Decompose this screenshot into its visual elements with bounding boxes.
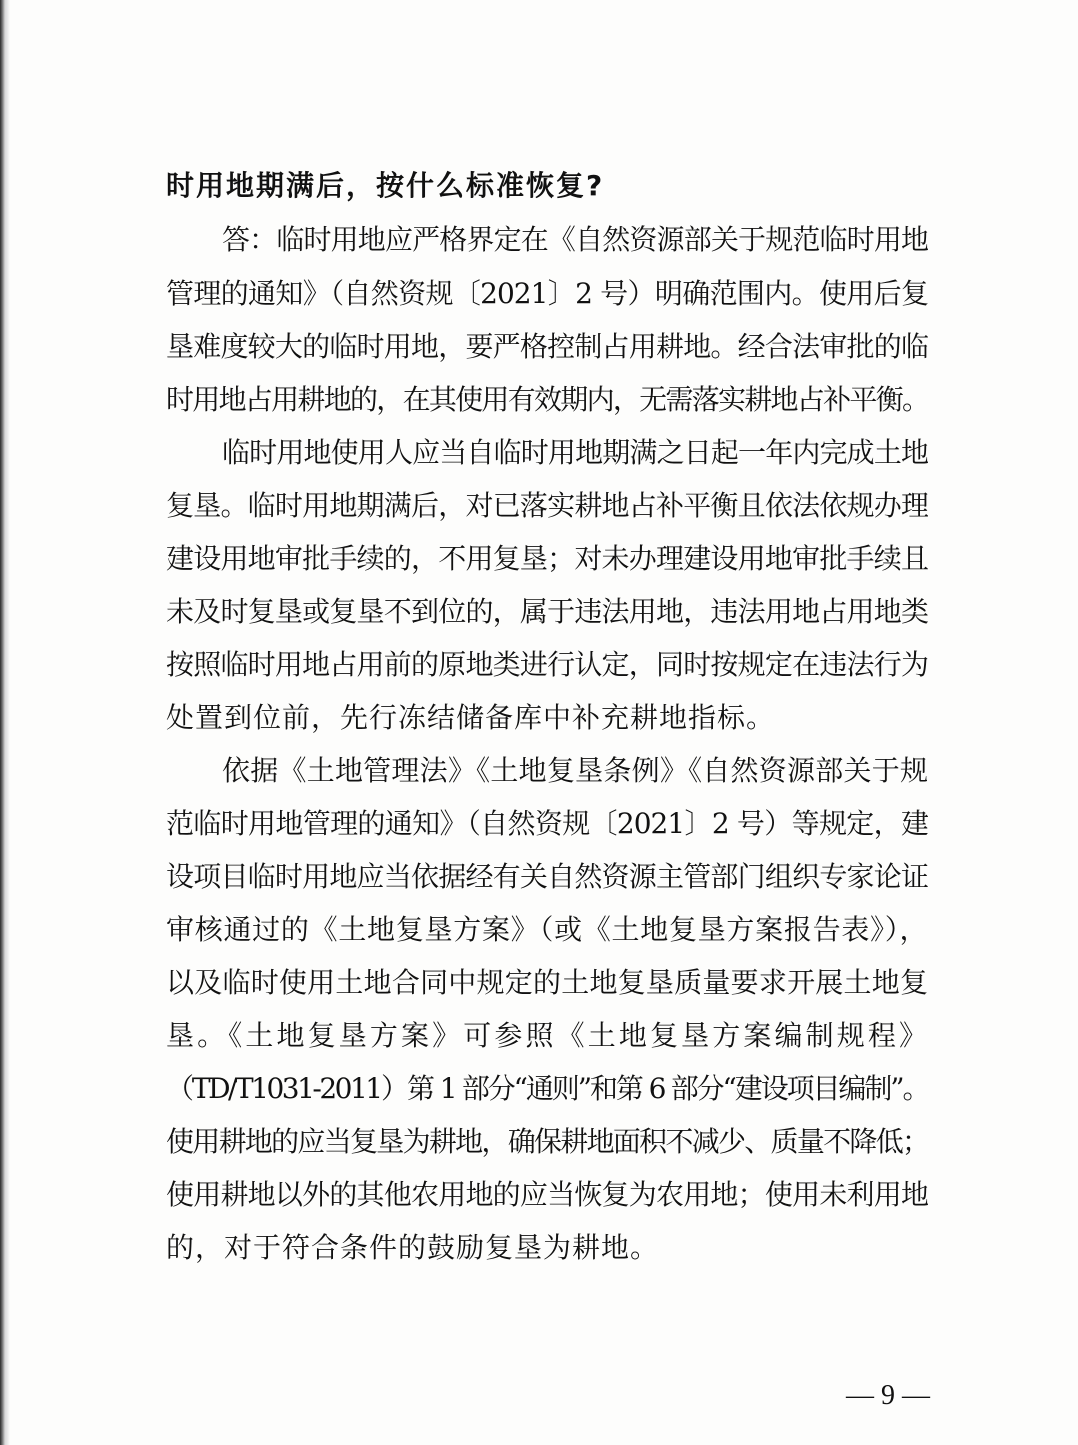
- paragraph-2-line-3: 建设用地审批手续的，不用复垦；对未办理建设用地审批手续且: [166, 542, 928, 575]
- paragraph-2-line-6: 处置到位前，先行冻结储备库中补充耕地指标。: [166, 701, 776, 734]
- paragraph-3-line-6: 垦。《土地复垦方案》可参照《土地复垦方案编制规程》: [166, 1019, 928, 1052]
- paragraph-3-line-4: 审核通过的《土地复垦方案》（或《土地复垦方案报告表》），: [166, 913, 928, 946]
- paragraph-2-line-2: 复垦。临时用地期满后，对已落实耕地占补平衡且依法依规办理: [166, 489, 928, 522]
- paragraph-2-line-1: 临时用地使用人应当自临时用地期满之日起一年内完成土地: [222, 436, 928, 469]
- paragraph-3-line-8: 使用耕地的应当复垦为耕地，确保耕地面积不减少、质量不降低；: [166, 1125, 928, 1158]
- scan-edge-shadow: [0, 0, 10, 1445]
- paragraph-1-line-2: 管理的通知》（自然资规〔2021〕2 号）明确范围内。使用后复: [166, 277, 928, 310]
- paragraph-2-line-5: 按照临时用地占用前的原地类进行认定，同时按规定在违法行为: [166, 648, 928, 681]
- paragraph-3-line-9: 使用耕地以外的其他农用地的应当恢复为农用地；使用未利用地: [166, 1178, 928, 1211]
- paragraph-1-line-3: 垦难度较大的临时用地，要严格控制占用耕地。经合法审批的临: [166, 330, 928, 363]
- paragraph-3-line-2: 范临时用地管理的通知》（自然资规〔2021〕2 号）等规定，建: [166, 807, 928, 840]
- paragraph-2-line-4: 未及时复垦或复垦不到位的，属于违法用地，违法用地占用地类: [166, 595, 928, 628]
- paragraph-3-line-7: （TD/T1031-2011）第 1 部分“通则”和第 6 部分“建设项目编制”。: [166, 1072, 928, 1105]
- paragraph-3-line-3: 设项目临时用地应当依据经有关自然资源主管部门组织专家论证: [166, 860, 928, 893]
- question-heading: 时用地期满后，按什么标准恢复?: [166, 169, 605, 202]
- paragraph-1-line-4: 时用地占用耕地的，在其使用有效期内，无需落实耕地占补平衡。: [166, 383, 928, 416]
- paragraph-1-line-1: 答：临时用地应严格界定在《自然资源部关于规范临时用地: [222, 223, 928, 256]
- paragraph-3-line-5: 以及临时使用土地合同中规定的土地复垦质量要求开展土地复: [166, 966, 928, 999]
- paragraph-3-line-10: 的，对于符合条件的鼓励复垦为耕地。: [166, 1231, 660, 1264]
- paragraph-3-line-1: 依据《土地管理法》《土地复垦条例》《自然资源部关于规: [222, 754, 928, 787]
- page-number: — 9 —: [846, 1380, 930, 1411]
